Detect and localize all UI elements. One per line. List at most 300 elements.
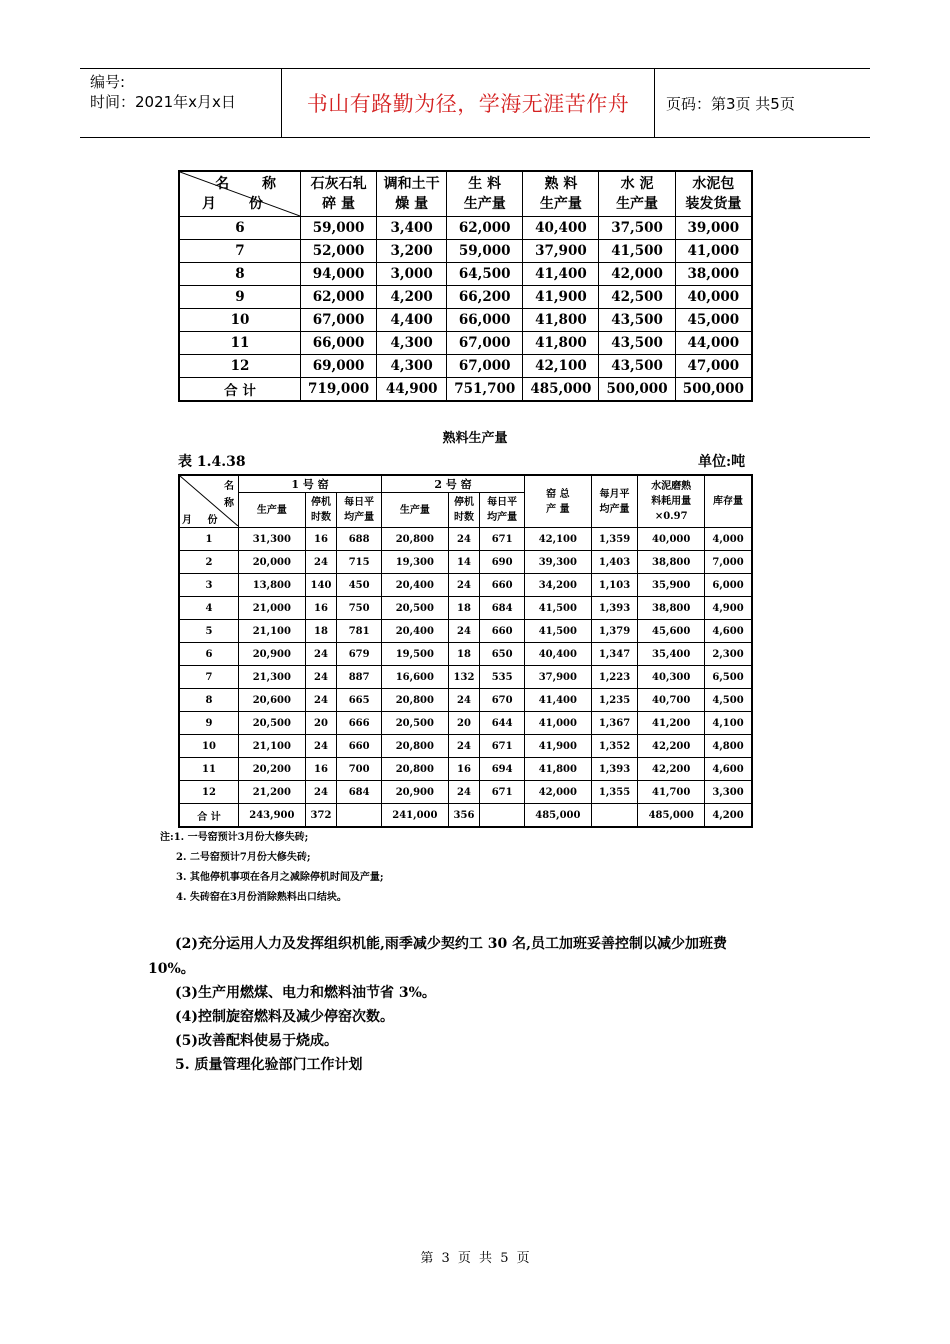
value-cell: 671 xyxy=(480,781,525,804)
month-cell: 3 xyxy=(179,574,239,597)
value-cell: 3,000 xyxy=(377,263,447,286)
month-cell: 7 xyxy=(179,666,239,689)
value-cell: 485,000 xyxy=(523,378,599,402)
sub-header-line: 停机 xyxy=(310,497,331,508)
value-cell: 21,000 xyxy=(239,597,306,620)
value-cell: 140 xyxy=(305,574,337,597)
note-line: 3. 其他停机事项在各月之减除停机时间及产量; xyxy=(176,872,384,883)
month-cell: 12 xyxy=(179,355,301,378)
header-row xyxy=(179,475,752,493)
column-header-line: 燥 量 xyxy=(395,196,429,212)
value-cell: 7,000 xyxy=(705,551,752,574)
column-header xyxy=(301,171,377,217)
value-cell: 4,500 xyxy=(705,689,752,712)
value-cell: 1,393 xyxy=(591,758,638,781)
value-cell: 24 xyxy=(305,551,337,574)
value-cell: 42,000 xyxy=(599,263,675,286)
value-cell: 19,500 xyxy=(382,643,449,666)
column-header-line: 生产量 xyxy=(539,196,582,212)
value-cell: 243,900 xyxy=(239,804,306,828)
sub-header-line: 均产量 xyxy=(487,512,518,523)
value-cell: 40,700 xyxy=(638,689,705,712)
value-cell: 40,400 xyxy=(523,217,599,240)
value-cell: 20,400 xyxy=(382,574,449,597)
value-cell: 24 xyxy=(448,528,480,551)
table-row xyxy=(179,643,752,666)
month-cell: 12 xyxy=(179,781,239,804)
column-header-line: 水 泥 xyxy=(620,176,654,192)
value-cell: 59,000 xyxy=(447,240,523,263)
value-cell: 18 xyxy=(305,620,337,643)
value-cell xyxy=(480,804,525,828)
month-cell: 8 xyxy=(179,263,301,286)
table-row xyxy=(179,712,752,735)
month-cell: 10 xyxy=(179,735,239,758)
sub-header-line: 均产量 xyxy=(344,512,375,523)
sub-header xyxy=(448,493,480,528)
sub-header-line: 每日平 xyxy=(344,497,375,508)
value-cell: 21,300 xyxy=(239,666,306,689)
corner-name-label: 名 称 xyxy=(215,176,290,192)
header-page-info: 页码：第3页 共5页 xyxy=(666,94,795,113)
value-cell: 20,200 xyxy=(239,758,306,781)
monthly-avg-header xyxy=(591,475,638,528)
value-cell: 37,500 xyxy=(599,217,675,240)
value-cell: 24 xyxy=(448,735,480,758)
value-cell: 6,000 xyxy=(705,574,752,597)
column-header-line: 生 料 xyxy=(468,176,502,192)
value-cell: 500,000 xyxy=(599,378,675,402)
value-cell: 35,400 xyxy=(638,643,705,666)
value-cell: 1,347 xyxy=(591,643,638,666)
value-cell: 700 xyxy=(337,758,382,781)
column-header xyxy=(599,171,675,217)
kiln-total-header-line: 窑 总 xyxy=(546,488,570,500)
production-summary-table xyxy=(178,170,753,402)
value-cell: 20,900 xyxy=(239,643,306,666)
value-cell: 16 xyxy=(448,758,480,781)
corner-name-top: 名 xyxy=(224,481,234,492)
sub-header-line: 停机 xyxy=(453,497,474,508)
month-cell: 4 xyxy=(179,597,239,620)
value-cell: 1,352 xyxy=(591,735,638,758)
clinker-table-unit: 单位:吨 xyxy=(698,454,746,470)
value-cell: 671 xyxy=(480,528,525,551)
value-cell: 4,200 xyxy=(377,286,447,309)
kiln-total-header xyxy=(525,475,592,528)
table-row xyxy=(179,240,752,263)
value-cell: 450 xyxy=(337,574,382,597)
value-cell: 132 xyxy=(448,666,480,689)
value-cell: 20,800 xyxy=(382,758,449,781)
value-cell: 16 xyxy=(305,758,337,781)
corner-month-label: 月 份 xyxy=(202,196,277,212)
value-cell: 2,300 xyxy=(705,643,752,666)
value-cell: 715 xyxy=(337,551,382,574)
value-cell: 37,900 xyxy=(525,666,592,689)
sub-header xyxy=(480,493,525,528)
value-cell: 41,500 xyxy=(525,620,592,643)
value-cell: 694 xyxy=(480,758,525,781)
value-cell: 41,500 xyxy=(525,597,592,620)
table-row xyxy=(179,263,752,286)
value-cell: 4,200 xyxy=(705,804,752,828)
value-cell: 45,600 xyxy=(638,620,705,643)
cement-consumption-header-line: 料耗用量 xyxy=(651,496,692,507)
value-cell: 69,000 xyxy=(301,355,377,378)
value-cell: 24 xyxy=(305,666,337,689)
value-cell: 1,103 xyxy=(591,574,638,597)
table-row xyxy=(179,781,752,804)
time-label: 时间：2021年x月x日 xyxy=(90,93,236,111)
value-cell: 241,000 xyxy=(382,804,449,828)
value-cell: 41,000 xyxy=(525,712,592,735)
value-cell: 750 xyxy=(337,597,382,620)
value-cell: 644 xyxy=(480,712,525,735)
value-cell: 67,000 xyxy=(447,332,523,355)
value-cell: 4,300 xyxy=(377,355,447,378)
value-cell: 41,400 xyxy=(523,263,599,286)
value-cell: 19,300 xyxy=(382,551,449,574)
value-cell: 41,700 xyxy=(638,781,705,804)
header-meta xyxy=(80,69,282,137)
value-cell: 67,000 xyxy=(447,355,523,378)
value-cell: 16 xyxy=(305,597,337,620)
value-cell: 66,000 xyxy=(301,332,377,355)
value-cell: 24 xyxy=(305,735,337,758)
value-cell: 20,000 xyxy=(239,551,306,574)
sub-header-line: 每日平 xyxy=(487,497,518,508)
value-cell: 24 xyxy=(305,689,337,712)
paragraph-2: (2)充分运用人力及发挥组织机能,雨季减少契约工 30 名,员工加班妥善控制以减少加班费 xyxy=(175,936,727,952)
value-cell: 660 xyxy=(337,735,382,758)
value-cell: 40,400 xyxy=(525,643,592,666)
value-cell: 660 xyxy=(480,574,525,597)
value-cell: 18 xyxy=(448,643,480,666)
value-cell: 3,300 xyxy=(705,781,752,804)
paragraph-5: (5)改善配料使易于烧成。 xyxy=(175,1033,338,1049)
sub-header-line: 时数 xyxy=(453,512,474,523)
value-cell: 20,800 xyxy=(382,735,449,758)
table-row xyxy=(179,355,752,378)
note-line: 4. 失砖窑在3月份消除熟料出口结块。 xyxy=(176,892,347,903)
value-cell: 4,100 xyxy=(705,712,752,735)
value-cell: 24 xyxy=(448,620,480,643)
month-cell: 9 xyxy=(179,712,239,735)
value-cell: 41,200 xyxy=(638,712,705,735)
value-cell: 43,500 xyxy=(599,355,675,378)
kiln-2-header: 2 号 窑 xyxy=(382,475,525,493)
value-cell: 1,393 xyxy=(591,597,638,620)
sub-header-line: 时数 xyxy=(310,512,331,523)
value-cell: 535 xyxy=(480,666,525,689)
value-cell: 37,900 xyxy=(523,240,599,263)
table-row xyxy=(179,666,752,689)
value-cell: 1,403 xyxy=(591,551,638,574)
note-line: 注:1. 一号窑预计3月份大修失砖; xyxy=(160,832,309,843)
value-cell: 41,900 xyxy=(525,735,592,758)
table-row xyxy=(179,689,752,712)
corner-header xyxy=(179,475,239,528)
value-cell: 6,500 xyxy=(705,666,752,689)
monthly-avg-header-line: 每月平 xyxy=(599,488,630,500)
value-cell: 666 xyxy=(337,712,382,735)
value-cell: 42,500 xyxy=(599,286,675,309)
table-row xyxy=(179,217,752,240)
table-row xyxy=(179,574,752,597)
value-cell: 751,700 xyxy=(447,378,523,402)
value-cell: 43,500 xyxy=(599,332,675,355)
table-row xyxy=(179,309,752,332)
cement-consumption-header-line: ×0.97 xyxy=(654,511,688,522)
value-cell: 62,000 xyxy=(447,217,523,240)
month-cell: 10 xyxy=(179,309,301,332)
value-cell: 94,000 xyxy=(301,263,377,286)
header-row xyxy=(179,171,752,217)
value-cell: 485,000 xyxy=(638,804,705,828)
month-cell: 8 xyxy=(179,689,239,712)
value-cell: 45,000 xyxy=(675,309,752,332)
value-cell: 20 xyxy=(305,712,337,735)
value-cell: 43,500 xyxy=(599,309,675,332)
paragraph-3: (3)生产用燃煤、电力和燃料油节省 3%。 xyxy=(175,985,436,1001)
value-cell: 40,000 xyxy=(675,286,752,309)
value-cell: 21,200 xyxy=(239,781,306,804)
value-cell: 1,379 xyxy=(591,620,638,643)
value-cell xyxy=(337,804,382,828)
value-cell: 44,900 xyxy=(377,378,447,402)
table-row xyxy=(179,551,752,574)
column-header-line: 碎 量 xyxy=(322,196,356,212)
value-cell: 44,000 xyxy=(675,332,752,355)
value-cell: 1,355 xyxy=(591,781,638,804)
value-cell: 372 xyxy=(305,804,337,828)
value-cell: 485,000 xyxy=(525,804,592,828)
column-header-line: 调和土干 xyxy=(383,176,440,192)
month-cell: 9 xyxy=(179,286,301,309)
column-header-line: 装发货量 xyxy=(685,196,742,212)
clinker-table-title: 熟料生产量 xyxy=(442,431,508,446)
clinker-production-table xyxy=(178,474,753,828)
value-cell: 1,223 xyxy=(591,666,638,689)
page-footer: 第 3 页 共 5 页 xyxy=(420,1251,530,1266)
corner-month: 月 份 xyxy=(182,515,224,526)
value-cell: 679 xyxy=(337,643,382,666)
value-cell: 650 xyxy=(480,643,525,666)
value-cell: 34,200 xyxy=(525,574,592,597)
column-header-line: 生产量 xyxy=(616,196,659,212)
table-row xyxy=(179,758,752,781)
serial-label: 编号: xyxy=(90,73,126,91)
value-cell: 684 xyxy=(480,597,525,620)
value-cell: 688 xyxy=(337,528,382,551)
sub-header xyxy=(305,493,337,528)
section-heading: 5. 质量管理化验部门工作计划 xyxy=(175,1057,363,1073)
value-cell: 660 xyxy=(480,620,525,643)
value-cell: 38,800 xyxy=(638,551,705,574)
month-cell: 11 xyxy=(179,332,301,355)
corner-name-mid: 称 xyxy=(224,498,234,509)
value-cell: 20,800 xyxy=(382,528,449,551)
sub-header xyxy=(382,493,449,528)
column-header xyxy=(447,171,523,217)
value-cell: 40,300 xyxy=(638,666,705,689)
month-cell: 7 xyxy=(179,240,301,263)
column-header xyxy=(675,171,752,217)
value-cell: 1,367 xyxy=(591,712,638,735)
value-cell: 41,800 xyxy=(523,332,599,355)
value-cell: 52,000 xyxy=(301,240,377,263)
value-cell: 66,000 xyxy=(447,309,523,332)
value-cell: 684 xyxy=(337,781,382,804)
value-cell: 62,000 xyxy=(301,286,377,309)
value-cell: 356 xyxy=(448,804,480,828)
month-cell: 11 xyxy=(179,758,239,781)
value-cell: 41,800 xyxy=(525,758,592,781)
value-cell: 3,400 xyxy=(377,217,447,240)
value-cell: 20,400 xyxy=(382,620,449,643)
table-row xyxy=(179,286,752,309)
paragraph-2-cont: 10%。 xyxy=(148,961,195,977)
value-cell: 4,000 xyxy=(705,528,752,551)
column-header-line: 水泥包 xyxy=(692,176,735,192)
value-cell: 31,300 xyxy=(239,528,306,551)
month-cell: 5 xyxy=(179,620,239,643)
value-cell: 41,800 xyxy=(523,309,599,332)
table-notes xyxy=(160,828,384,908)
value-cell: 500,000 xyxy=(675,378,752,402)
sub-header xyxy=(239,493,306,528)
value-cell: 21,100 xyxy=(239,735,306,758)
table-row xyxy=(179,735,752,758)
value-cell: 20,500 xyxy=(239,712,306,735)
value-cell: 18 xyxy=(448,597,480,620)
value-cell: 42,200 xyxy=(638,735,705,758)
value-cell: 4,300 xyxy=(377,332,447,355)
monthly-avg-header-line: 均产量 xyxy=(599,503,630,515)
value-cell: 4,600 xyxy=(705,758,752,781)
stock-header xyxy=(705,475,752,528)
value-cell: 41,400 xyxy=(525,689,592,712)
value-cell: 781 xyxy=(337,620,382,643)
value-cell xyxy=(591,804,638,828)
sub-header-line: 生产量 xyxy=(399,504,430,516)
value-cell: 40,000 xyxy=(638,528,705,551)
corner-header xyxy=(179,171,301,217)
sub-header xyxy=(337,493,382,528)
value-cell: 1,235 xyxy=(591,689,638,712)
value-cell: 42,100 xyxy=(525,528,592,551)
value-cell: 887 xyxy=(337,666,382,689)
month-cell: 6 xyxy=(179,643,239,666)
value-cell: 1,359 xyxy=(591,528,638,551)
value-cell: 38,800 xyxy=(638,597,705,620)
value-cell: 24 xyxy=(448,574,480,597)
value-cell: 38,000 xyxy=(675,263,752,286)
cement-consumption-header xyxy=(638,475,705,528)
value-cell: 67,000 xyxy=(301,309,377,332)
clinker-table-number: 表 1.4.38 xyxy=(178,454,246,470)
value-cell: 4,400 xyxy=(377,309,447,332)
column-header xyxy=(377,171,447,217)
month-cell: 合 计 xyxy=(179,378,301,402)
value-cell: 42,000 xyxy=(525,781,592,804)
sub-header-line: 生产量 xyxy=(256,504,287,516)
value-cell: 671 xyxy=(480,735,525,758)
month-cell: 2 xyxy=(179,551,239,574)
cement-consumption-header-line: 水泥磨熟 xyxy=(651,481,692,492)
table-row xyxy=(179,332,752,355)
value-cell: 14 xyxy=(448,551,480,574)
table-row xyxy=(179,597,752,620)
paragraph-4: (4)控制旋窑燃料及减少停窑次数。 xyxy=(175,1009,394,1025)
value-cell: 690 xyxy=(480,551,525,574)
value-cell: 20 xyxy=(448,712,480,735)
value-cell: 47,000 xyxy=(675,355,752,378)
value-cell: 66,200 xyxy=(447,286,523,309)
value-cell: 4,900 xyxy=(705,597,752,620)
value-cell: 24 xyxy=(448,781,480,804)
table-row xyxy=(179,378,752,402)
value-cell: 4,800 xyxy=(705,735,752,758)
column-header xyxy=(523,171,599,217)
value-cell: 20,500 xyxy=(382,712,449,735)
value-cell: 719,000 xyxy=(301,378,377,402)
value-cell: 16 xyxy=(305,528,337,551)
value-cell: 35,900 xyxy=(638,574,705,597)
month-cell: 6 xyxy=(179,217,301,240)
value-cell: 20,900 xyxy=(382,781,449,804)
value-cell: 24 xyxy=(305,781,337,804)
value-cell: 39,300 xyxy=(525,551,592,574)
stock-header-line: 库存量 xyxy=(713,496,744,507)
month-cell: 合 计 xyxy=(179,804,239,828)
value-cell: 665 xyxy=(337,689,382,712)
value-cell: 13,800 xyxy=(239,574,306,597)
page-header xyxy=(80,68,870,138)
value-cell: 24 xyxy=(448,689,480,712)
table-row xyxy=(179,804,752,828)
table-row xyxy=(179,528,752,551)
table-row xyxy=(179,620,752,643)
value-cell: 20,800 xyxy=(382,689,449,712)
value-cell: 4,600 xyxy=(705,620,752,643)
value-cell: 670 xyxy=(480,689,525,712)
kiln-1-header: 1 号 窑 xyxy=(239,475,382,493)
value-cell: 3,200 xyxy=(377,240,447,263)
note-line: 2. 二号窑预计7月份大修失砖; xyxy=(176,852,311,863)
value-cell: 21,100 xyxy=(239,620,306,643)
column-header-line: 熟 料 xyxy=(544,176,578,192)
value-cell: 64,500 xyxy=(447,263,523,286)
value-cell: 41,500 xyxy=(599,240,675,263)
value-cell: 20,500 xyxy=(382,597,449,620)
value-cell: 16,600 xyxy=(382,666,449,689)
value-cell: 39,000 xyxy=(675,217,752,240)
value-cell: 41,000 xyxy=(675,240,752,263)
value-cell: 42,100 xyxy=(523,355,599,378)
value-cell: 24 xyxy=(305,643,337,666)
value-cell: 59,000 xyxy=(301,217,377,240)
month-cell: 1 xyxy=(179,528,239,551)
header-motto: 书山有路勤为径，学海无涯苦作舟 xyxy=(282,69,655,137)
kiln-total-header-line: 产 量 xyxy=(546,503,570,515)
value-cell: 42,200 xyxy=(638,758,705,781)
value-cell: 41,900 xyxy=(523,286,599,309)
value-cell: 20,600 xyxy=(239,689,306,712)
column-header-line: 石灰石轧 xyxy=(310,176,367,192)
column-header-line: 生产量 xyxy=(463,196,506,212)
